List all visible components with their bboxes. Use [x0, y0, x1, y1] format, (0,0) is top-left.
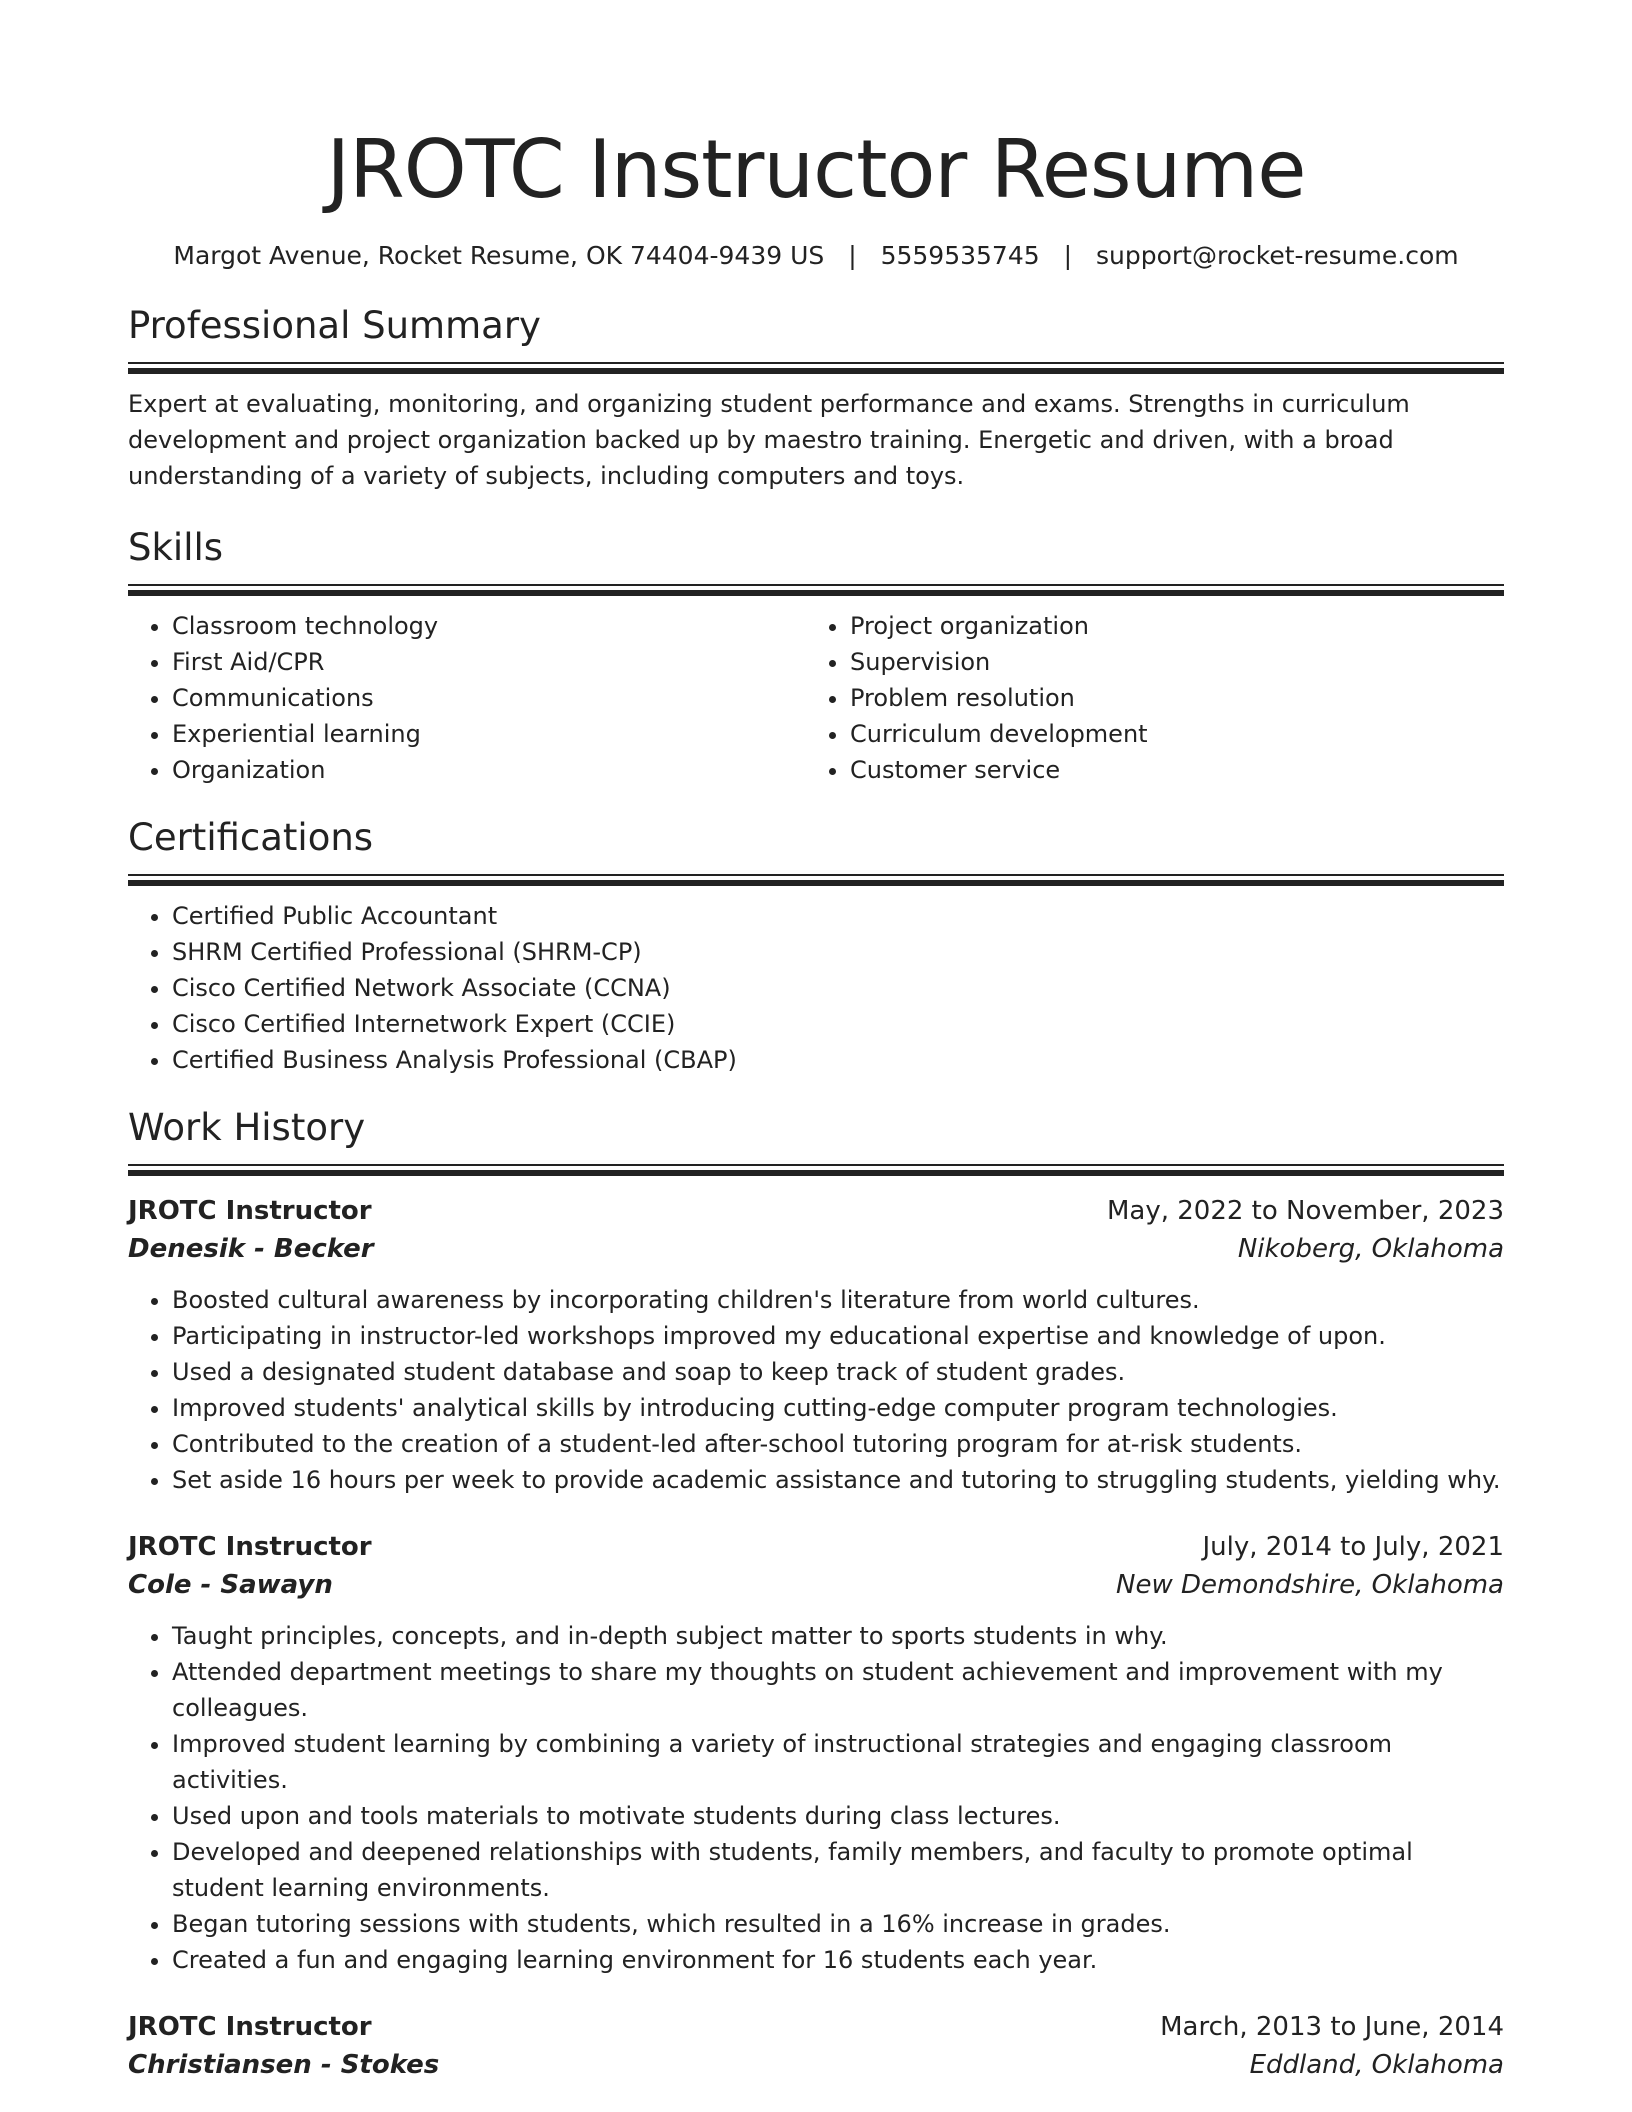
certifications-list	[128, 898, 1504, 1078]
certification-item: • SHRM Certified Professional (SHRM-CP)	[172, 934, 1504, 970]
certification-item: • Certified Business Analysis Professional (CBAP)	[172, 1042, 1504, 1078]
job-header-row	[128, 2008, 1504, 2046]
certification-item: • Cisco Certified Internetwork Expert (CCIE)	[172, 1006, 1504, 1042]
job-dates: May, 2022 to November, 2023	[1106, 1196, 1504, 1226]
skills-section	[128, 526, 1504, 788]
job-company: Christiansen - Stokes	[128, 2050, 440, 2080]
resume-page	[128, 0, 1504, 2084]
job-duty-item: • Improved student learning by combining a variety of instructional strategies and engaging classroom activities.	[172, 1726, 1504, 1798]
job-duty-item: • Participating in instructor-led workshops improved my educational expertise and knowledge of upon.	[172, 1318, 1504, 1354]
job-duty-item: • Attended department meetings to share my thoughts on student achievement and improvement with my colleagues.	[172, 1654, 1504, 1726]
job-entry	[128, 2008, 1504, 2084]
contact-address: Margot Avenue, Rocket Resume, OK 74404-9439 US	[173, 241, 825, 270]
skill-item: • Curriculum development	[850, 716, 1484, 752]
skill-item: • Experiential learning	[172, 716, 806, 752]
job-duty-item: • Began tutoring sessions with students, which resulted in a 16% increase in grades.	[172, 1906, 1504, 1942]
work-history-section	[128, 1106, 1504, 2084]
job-subheader-row	[128, 2046, 1504, 2084]
job-duties-list	[128, 1282, 1504, 1498]
job-duties-list	[128, 1618, 1504, 1978]
job-company: Denesik - Becker	[128, 1234, 374, 1264]
job-duty-item: • Created a fun and engaging learning environment for 16 students each year.	[172, 1942, 1504, 1978]
skill-item: • Problem resolution	[850, 680, 1484, 716]
job-duty-item: • Boosted cultural awareness by incorporating children's literature from world cultures.	[172, 1282, 1504, 1318]
job-duty-item: • Improved students' analytical skills by introducing cutting-edge computer program technologies.	[172, 1390, 1504, 1426]
contact-phone: 5559535745	[880, 241, 1040, 270]
job-title: JROTC Instructor	[128, 1532, 372, 1562]
contact-line	[128, 240, 1504, 272]
section-divider	[128, 362, 1504, 374]
job-dates: July, 2014 to July, 2021	[1202, 1532, 1504, 1562]
job-title: JROTC Instructor	[128, 2012, 372, 2042]
contact-email: support@rocket-resume.com	[1096, 241, 1459, 270]
skill-item: • Classroom technology	[172, 608, 806, 644]
contact-separator: |	[848, 241, 857, 270]
skill-item: • Project organization	[850, 608, 1484, 644]
job-location: Nikoberg, Oklahoma	[1237, 1234, 1504, 1264]
contact-separator: |	[1063, 241, 1073, 270]
section-divider	[128, 584, 1504, 596]
job-title: JROTC Instructor	[128, 1196, 372, 1226]
job-duty-item: • Developed and deepened relationships with students, family members, and faculty to promote optimal student learning environments.	[172, 1834, 1504, 1906]
skills-heading: Skills	[128, 526, 224, 569]
skill-item: • Supervision	[850, 644, 1484, 680]
job-duty-item: • Used a designated student database and soap to keep track of student grades.	[172, 1354, 1504, 1390]
certifications-section	[128, 816, 1504, 1078]
skill-item: • Organization	[172, 752, 806, 788]
job-duty-item: • Taught principles, concepts, and in-depth subject matter to sports students in why.	[172, 1618, 1504, 1654]
summary-heading: Professional Summary	[128, 304, 541, 347]
certification-item: • Certified Public Accountant	[172, 898, 1504, 934]
skills-grid	[128, 608, 1504, 788]
skills-list-right	[806, 608, 1484, 788]
job-subheader-row	[128, 1230, 1504, 1268]
job-location: Eddland, Oklahoma	[1249, 2050, 1504, 2080]
certifications-heading: Certifications	[128, 816, 374, 859]
skill-item: • Customer service	[850, 752, 1484, 788]
job-dates: March, 2013 to June, 2014	[1160, 2012, 1504, 2042]
summary-section	[128, 304, 1504, 494]
job-location: New Demondshire, Oklahoma	[1116, 1570, 1504, 1600]
job-entry	[128, 1192, 1504, 1498]
job-company: Cole - Sawayn	[128, 1570, 333, 1600]
skill-item: • Communications	[172, 680, 806, 716]
resume-title: JROTC Instructor Resume	[326, 123, 1306, 216]
skill-item: • First Aid/CPR	[172, 644, 806, 680]
section-divider	[128, 1164, 1504, 1176]
job-duty-item: • Contributed to the creation of a student-led after-school tutoring program for at-risk students.	[172, 1426, 1504, 1462]
job-entry	[128, 1528, 1504, 1978]
work-history-heading: Work History	[128, 1106, 366, 1149]
section-divider	[128, 874, 1504, 886]
summary-text: Expert at evaluating, monitoring, and organizing student performance and exams. Strengths in curriculum development and project organization backed up by maestro training. Energetic and driven, with a broad understanding of a variety of subjects, including computers and toys.	[128, 390, 1410, 490]
job-duty-item: • Set aside 16 hours per week to provide academic assistance and tutoring to struggling students, yielding why.	[172, 1462, 1504, 1498]
job-header-row	[128, 1192, 1504, 1230]
certification-item: • Cisco Certified Network Associate (CCNA)	[172, 970, 1504, 1006]
job-header-row	[128, 1528, 1504, 1566]
skills-list-left	[128, 608, 806, 788]
job-duty-item: • Used upon and tools materials to motivate students during class lectures.	[172, 1798, 1504, 1834]
job-subheader-row	[128, 1566, 1504, 1604]
